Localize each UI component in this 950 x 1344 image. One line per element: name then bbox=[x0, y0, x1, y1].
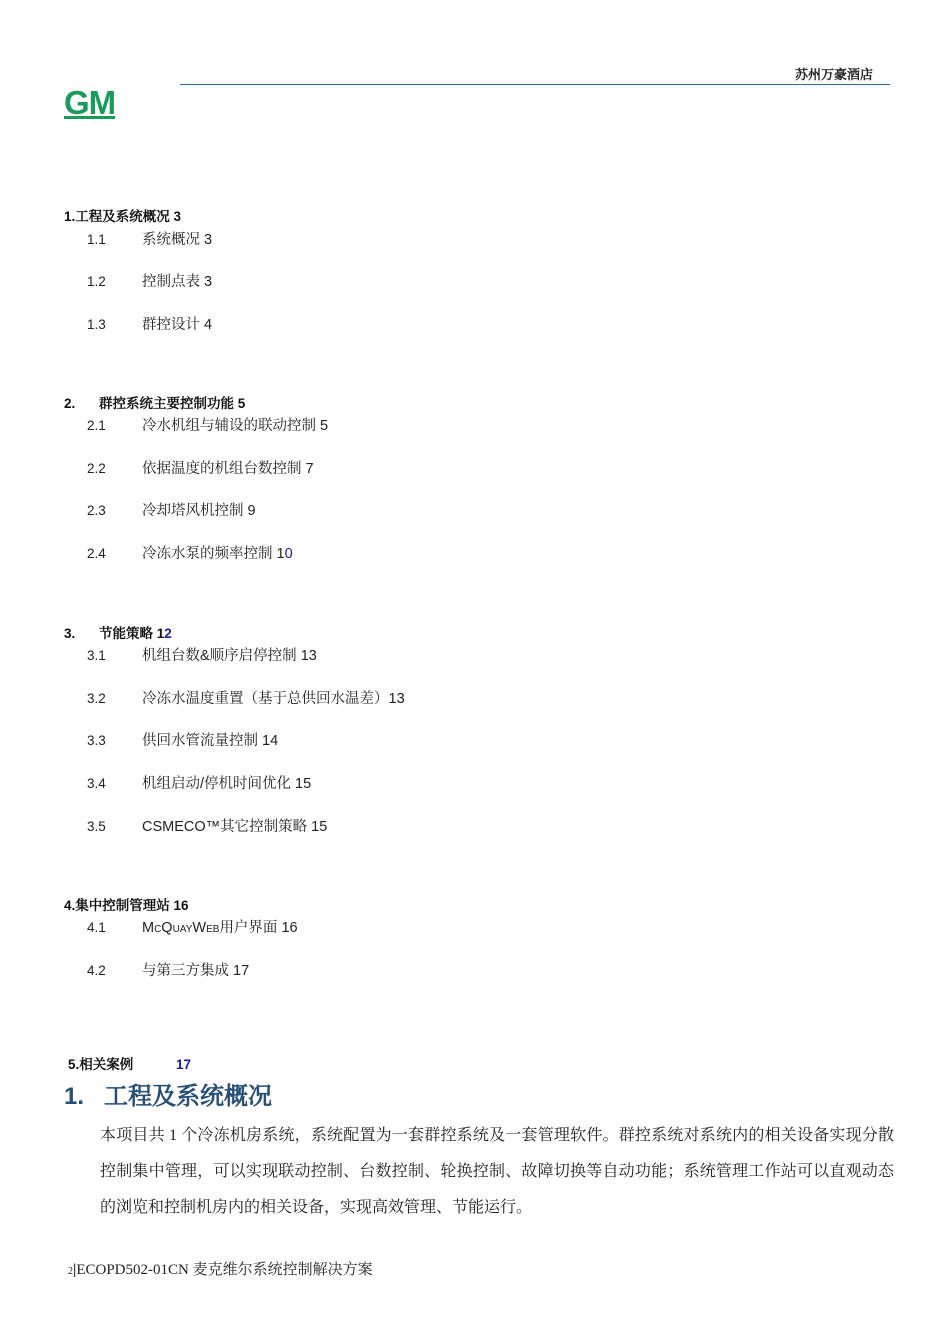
section-heading bbox=[64, 1076, 272, 1111]
toc-item-text: CSMECO™其它控制策略 15 bbox=[142, 819, 328, 835]
toc-item-3-1[interactable] bbox=[87, 644, 317, 665]
toc-item-number: 4.1 bbox=[87, 920, 106, 935]
toc-heading-5[interactable] bbox=[68, 1053, 191, 1073]
toc-heading-text: 群控系统主要控制功能 5 bbox=[99, 396, 246, 411]
toc-heading-1[interactable]: 1.工程及系统概况 3 bbox=[64, 209, 182, 224]
toc-item-number: 1.2 bbox=[87, 274, 106, 289]
toc-heading-number: 2. bbox=[64, 396, 76, 411]
toc-item-2-1[interactable] bbox=[87, 414, 328, 435]
toc-item-text: 用户界面 16 bbox=[219, 920, 298, 936]
toc-item-number: 2.3 bbox=[87, 503, 106, 518]
footer-page-number: 2 bbox=[68, 1266, 73, 1277]
toc-item-text: 冷水机组与辅设的联动控制 5 bbox=[142, 418, 329, 434]
toc-item-text: 与第三方集成 17 bbox=[142, 963, 250, 979]
toc-heading-4[interactable]: 4.集中控制管理站 16 bbox=[64, 898, 189, 913]
toc-heading-3[interactable] bbox=[64, 622, 172, 642]
toc-item-text: 机组启动/停机时间优化 15 bbox=[142, 776, 312, 792]
toc-item-text: 系统概况 3 bbox=[142, 232, 213, 248]
toc-item-text: 冷冻水泵的频率控制 1 bbox=[142, 546, 285, 562]
toc-heading-text: 5.相关案例 bbox=[68, 1057, 134, 1072]
header-hotel-name: 苏州万豪酒店 bbox=[794, 67, 873, 82]
toc-item-text: 冷冻水温度重置（基于总供回水温差）13 bbox=[142, 691, 405, 707]
toc-item-text: 供回水管流量控制 14 bbox=[142, 733, 279, 749]
toc-item-text: 冷却塔风机控制 9 bbox=[142, 503, 256, 519]
toc-item-number: 3.1 bbox=[87, 648, 106, 663]
toc-item-page-suffix: 0 bbox=[284, 546, 293, 562]
toc-item-4-2[interactable] bbox=[87, 959, 249, 980]
toc-item-4-1[interactable] bbox=[87, 916, 298, 937]
toc-item-number: 1.3 bbox=[87, 317, 106, 332]
toc-heading-text: 节能策略 1 bbox=[99, 626, 165, 641]
toc-heading-page: 17 bbox=[176, 1057, 192, 1072]
toc-item-number: 3.4 bbox=[87, 776, 106, 791]
toc-item-text: 控制点表 3 bbox=[142, 274, 213, 290]
toc-item-2-2[interactable] bbox=[87, 457, 314, 478]
toc-heading-number: 3. bbox=[64, 626, 76, 641]
toc-item-2-3[interactable] bbox=[87, 499, 256, 520]
toc-item-number: 4.2 bbox=[87, 963, 106, 978]
toc-item-1-1[interactable] bbox=[87, 228, 212, 249]
toc-item-number: 2.4 bbox=[87, 546, 106, 561]
toc-item-3-4[interactable] bbox=[87, 772, 311, 793]
toc-item-1-2[interactable] bbox=[87, 270, 212, 291]
toc-item-text: 机组台数&顺序启停控制 13 bbox=[142, 648, 317, 664]
section-number: 1. bbox=[64, 1083, 85, 1110]
footer-separator: | bbox=[73, 1262, 77, 1278]
toc-item-number: 3.2 bbox=[87, 691, 106, 706]
toc-item-number: 3.5 bbox=[87, 819, 106, 834]
toc-item-number: 2.1 bbox=[87, 418, 106, 433]
footer-doc-title: ECOPD502-01CN 麦克维尔系统控制解决方案 bbox=[76, 1262, 373, 1278]
section-body-paragraph: 本项目共 1 个冷冻机房系统，系统配置为一套群控系统及一套管理软件。群控系统对系统内的相关设备实现分散控制集中管理，可以实现联动控制、台数控制、轮换控制、故障切换等自动功能；系统管理工作站可以直观动态的浏览和控制机房内的相关设备，实现高效管理、节能运行。 bbox=[100, 1127, 894, 1216]
toc-item-number: 2.2 bbox=[87, 461, 106, 476]
toc-item-text: 依据温度的机组台数控制 7 bbox=[142, 461, 314, 477]
toc-item-2-4[interactable] bbox=[87, 542, 293, 563]
section-title: 工程及系统概况 bbox=[104, 1083, 272, 1110]
gm-logo: GM bbox=[64, 84, 116, 121]
toc-item-number: 3.3 bbox=[87, 733, 106, 748]
toc-item-text: 群控设计 4 bbox=[142, 317, 213, 333]
page-footer bbox=[68, 1258, 373, 1279]
toc-item-brand: McQuayWeb bbox=[142, 920, 220, 936]
toc-item-number: 1.1 bbox=[87, 232, 106, 247]
toc-heading-page-suffix: 2 bbox=[164, 626, 172, 641]
toc-item-3-2[interactable] bbox=[87, 687, 405, 708]
toc-item-3-5[interactable] bbox=[87, 815, 327, 836]
toc-heading-2[interactable] bbox=[64, 392, 245, 412]
header-rule bbox=[180, 84, 890, 85]
toc-item-3-3[interactable] bbox=[87, 729, 278, 750]
toc-item-1-3[interactable] bbox=[87, 313, 212, 334]
